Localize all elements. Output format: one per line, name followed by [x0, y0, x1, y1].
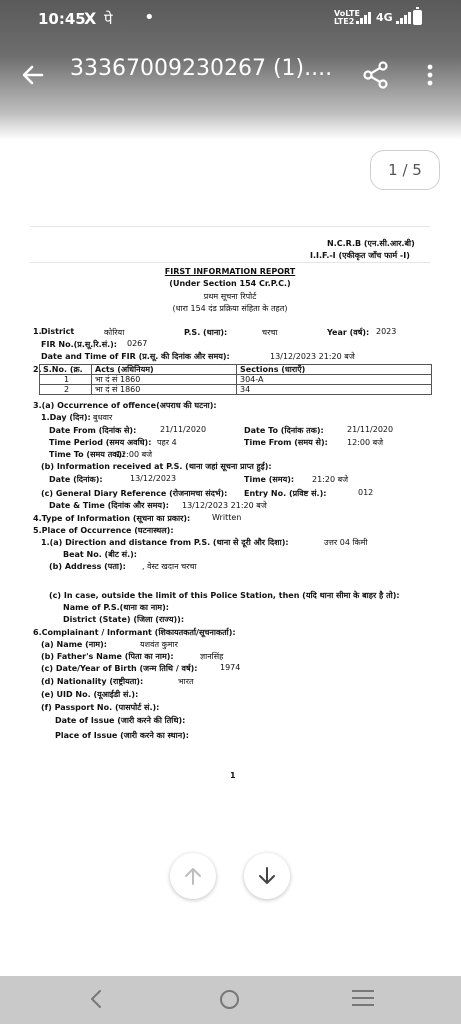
time-from-label: Time From (समय से):: [244, 438, 328, 447]
divider: [30, 226, 430, 227]
outside-ps-heading: (c) In case, outside the limit of this Police Station, then (यदि थाना सीमा के बाहर है तो):: [49, 591, 400, 600]
fir-label: FIR No.(प्र.सू.रि.सं.):: [41, 340, 117, 349]
section-2-number: 2.: [33, 365, 42, 374]
table-header: S.No. (क्र.: [40, 365, 92, 375]
notification-dot-icon: •: [144, 7, 155, 28]
outside-district-label: District (State) (जिला (राज्य)):: [63, 615, 185, 624]
acts-table: [39, 364, 432, 395]
network-type: 4G: [376, 11, 393, 24]
gd-datetime-value: 13/12/2023 21:20 बजे: [182, 501, 267, 510]
dob-value: 1974: [220, 663, 241, 672]
table-header: Sections (धाराएँ): [237, 365, 432, 375]
time-from-value: 12:00 बजे: [347, 438, 384, 447]
nav-recents-button[interactable]: [352, 990, 374, 1006]
table-cell: 1: [40, 375, 92, 385]
hindi-subheading: (धारा 154 दंड प्रक्रिया संहिता के तहत): [172, 304, 288, 313]
hindi-heading: प्रथम सूचना रिपोर्ट: [203, 292, 257, 301]
ps-label: P.S. (थाना):: [184, 328, 228, 337]
gd-datetime-label: Date & Time (दिनांक और समय):: [49, 501, 169, 510]
table-cell: भा दं सं 1860: [92, 385, 237, 395]
district-value: कोरिया: [104, 328, 125, 337]
table-header-row: [40, 365, 432, 375]
x-app-icon: X: [84, 9, 97, 28]
next-page-button[interactable]: [244, 853, 290, 899]
district-label: District: [41, 327, 75, 336]
gd-reference-label: (c) General Diary Reference (रोजनामचा संदर्भ):: [41, 489, 228, 498]
complainant-heading: 6.Complainant / Informant (शिकायतकर्ता/सूचनाकर्ता):: [33, 628, 236, 637]
date-to-label: Date To (दिनांक तक):: [244, 426, 324, 435]
fir-datetime-label: Date and Time of FIR (प्र.सू. की दिनांक और समय):: [41, 352, 230, 361]
year-value: 2023: [376, 327, 397, 336]
address-label: (b) Address (पता):: [49, 562, 126, 571]
name-value: यशवंत कुमार: [140, 640, 178, 649]
ncrb-label: N.C.R.B (एन.सी.आर.बी): [327, 239, 415, 248]
recents-icon-bar: [352, 990, 374, 992]
issue-date-label: Date of Issue (जारी करने की तिथि):: [55, 716, 186, 725]
page-number: 1: [230, 771, 236, 780]
volte-top: VoLTE: [334, 9, 360, 18]
direction-value: उत्तर 04 किमी: [324, 538, 368, 547]
report-subheading: (Under Section 154 Cr.P.C.): [169, 279, 291, 288]
recents-icon-bar: [352, 1004, 374, 1006]
table-header: Acts (अधिनियम): [92, 365, 237, 375]
info-time-label: Time (समय):: [244, 475, 295, 484]
info-received-label: (b) Information received at P.S. (थाना जहां सूचना प्राप्त हुई):: [41, 462, 272, 471]
nationality-value: भारत: [178, 677, 194, 686]
info-time-value: 21:20 बजे: [312, 475, 349, 484]
chevron-left-icon: [86, 988, 106, 1010]
fir-value: 0267: [127, 339, 148, 348]
date-from-value: 21/11/2020: [160, 425, 207, 434]
table-cell: 304-A: [237, 375, 432, 385]
table-row: [40, 385, 432, 395]
report-heading: FIRST INFORMATION REPORT: [164, 267, 296, 276]
date-from-label: Date From (दिनांक से):: [49, 426, 137, 435]
nationality-label: (d) Nationality (राष्ट्रीयता):: [41, 677, 144, 686]
name-label: (a) Name (नाम):: [41, 640, 107, 649]
table-cell: 2: [40, 385, 92, 395]
system-navigation-bar: [0, 976, 461, 1024]
outside-ps-name-label: Name of P.S.(थाना का नाम):: [63, 603, 169, 612]
address-value: , वेस्ट खदान चरचा: [142, 562, 197, 571]
iif-label: I.I.F.-I (एकीकृत जाँच फार्म -I): [310, 251, 410, 260]
year-label: Year (वर्ष):: [327, 328, 370, 337]
pe-app-icon: पे: [104, 10, 113, 28]
time-period-value: पहर 4: [157, 438, 177, 447]
previous-page-button[interactable]: [170, 853, 216, 899]
occurrence-heading: 3.(a) Occurrence of offence(अपराध की घटना):: [33, 401, 217, 410]
info-date-value: 13/12/2023: [130, 474, 177, 483]
father-label: (b) Father's Name (पिता का नाम):: [41, 652, 174, 661]
day-value: बुधवार: [93, 413, 113, 422]
entry-no-value: 012: [358, 488, 374, 497]
section-1-number: 1.: [33, 327, 42, 336]
nav-home-button[interactable]: [220, 990, 239, 1009]
day-label: 1.Day (दिन):: [41, 413, 91, 422]
entry-no-label: Entry No. (प्रविष्ट सं.):: [244, 489, 327, 498]
time-to-label: Time To (समय तक):: [49, 450, 126, 459]
fir-datetime-value: 13/12/2023 21:20 बजे: [270, 352, 355, 361]
info-date-label: Date (दिनांक):: [49, 475, 103, 484]
passport-label: (f) Passport No. (पासपोर्ट सं.):: [41, 703, 160, 712]
direction-label: 1.(a) Direction and distance from P.S. (थाना से दूरी और दिशा):: [41, 538, 289, 547]
document-title: 33367009230267 (1)....: [70, 56, 333, 81]
uid-label: (e) UID No. (यूआईडी सं.):: [41, 690, 139, 699]
date-to-value: 21/11/2020: [347, 425, 394, 434]
type-info-value: Written: [212, 513, 242, 522]
divider: [30, 262, 430, 263]
status-time: 10:45: [38, 10, 86, 28]
place-occurrence-label: 5.Place of Occurrence (घटनास्थल):: [33, 526, 174, 535]
arrow-up-icon: [182, 865, 204, 887]
type-info-label: 4.Type of Information (सूचना का प्रकार):: [33, 514, 191, 523]
ps-value: चरचा: [262, 328, 278, 337]
volte-bottom: LTE2: [334, 17, 355, 26]
arrow-down-icon: [256, 865, 278, 887]
recents-icon-bar: [352, 997, 374, 999]
page-indicator: 1 / 5: [370, 150, 440, 190]
table-cell: 34: [237, 385, 432, 395]
issue-place-label: Place of Issue (जारी करने का स्थान):: [55, 731, 189, 740]
beat-label: Beat No. (बीट सं.):: [63, 550, 137, 559]
time-to-value: 12:00 बजे: [116, 450, 153, 459]
dob-label: (c) Date/Year of Birth (जन्म तिथि / वर्ष):: [41, 664, 198, 673]
nav-back-button[interactable]: [86, 988, 106, 1014]
table-row: [40, 375, 432, 385]
time-period-label: Time Period (समय अवधि):: [49, 438, 152, 447]
table-cell: भा दं सं 1860: [92, 375, 237, 385]
father-value: ज्ञानसिंह: [200, 652, 224, 661]
